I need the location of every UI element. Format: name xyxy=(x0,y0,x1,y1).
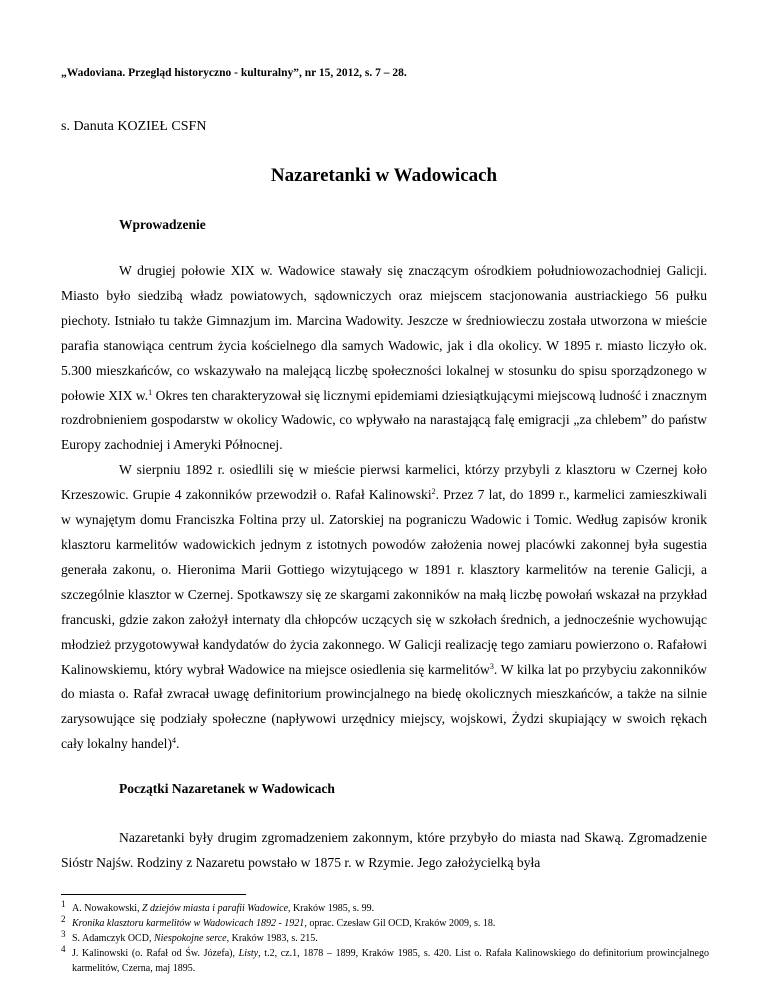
page-title: Nazaretanki w Wadowicach xyxy=(270,165,498,186)
paragraph-text: . xyxy=(175,736,180,752)
footnote-number: 1 xyxy=(61,899,66,909)
footnote-ref[interactable]: 3 xyxy=(489,661,494,671)
paragraph-text: W drugiej połowie XIX w. Wadowice stawały się znaczącym ośrodkiem południowozachodniej Galicji. Miasto było siedzibą władz powiatowych, sądowniczych oraz miejscem stacjonowania austriackiego 56 pułku piechoty. Istniało tu także Gimnazjum im. Marcina Wadowity. Jeszcze w średniowieczu została utworzona w mieście parafia stanowiąca centrum życia kościelnego dla samych Wadowic, jak i dla okolicy. W 1895 r. miasto liczyło ok. 5.300 mieszkańców, co wskazywało na malejącą liczbę społeczności lokalnej w stosunku do spisu sporządzonego w połowie XIX w. xyxy=(61,263,707,403)
footnote-title: Kronika klasztoru karmelitów w Wadowicach 1892 - 1921 xyxy=(72,918,305,929)
footnote xyxy=(61,916,709,931)
footnote-number: 3 xyxy=(61,929,66,939)
footnote-text: A. Nowakowski, xyxy=(72,903,142,914)
section-heading-beginnings: Początki Nazaretanek w Wadowicach xyxy=(119,781,335,796)
footnote xyxy=(61,901,709,916)
footnote-ref[interactable]: 2 xyxy=(431,487,436,497)
footnote-title: Niespokojne serce xyxy=(153,933,227,944)
paragraph-text: Okres ten charakteryzował się licznymi epidemiami dziesiątkującymi miejscową ludność i znacznym rozdrobnieniem gospodarstw w okolicy Wadowic, co wpływało na narastającą falę emigracji „za chlebem” do państw Europy zachodniej i Ameryki Północnej. xyxy=(61,387,707,453)
footnotes xyxy=(61,901,709,976)
footnote-text: , t.2, cz.1, 1878 – 1899, Kraków 1985, s. 420. List o. Rafała Kalinowskiego do definitorium prowincjalnego karmelitów, Czerna, maj 1895. xyxy=(72,948,709,974)
footnote-title: Z dziejów miasta i parafii Wadowice xyxy=(142,903,289,914)
footnote xyxy=(61,946,709,976)
footnote-text: J. Kalinowski (o. Rafał od Św. Józefa), xyxy=(72,948,239,959)
footnote-number: 4 xyxy=(61,944,66,954)
footnote-number: 2 xyxy=(61,914,66,924)
footnote-text: S. Adamczyk OCD, xyxy=(72,933,154,944)
footnote-ref[interactable]: 1 xyxy=(148,387,153,397)
paragraph-text: Nazaretanki były drugim zgromadzeniem zakonnym, które przybyło do miasta nad Skawą. Zgromadzenie Sióstr Najśw. Rodziny z Nazaretu powstało w 1875 r. w Rzymie. Jego założycielką była xyxy=(61,830,707,870)
footnote xyxy=(61,931,709,946)
source-citation: „Wadoviana. Przegląd historyczno - kulturalny”, nr 15, 2012, s. 7 – 28. xyxy=(61,67,407,79)
author-name: s. Danuta KOZIEŁ CSFN xyxy=(61,119,207,134)
section-body-introduction xyxy=(61,259,707,757)
paragraph-text: . Przez 7 lat, do 1899 r., karmelici zamieszkiwali w wynajętym domu Franciszka Foltina przy ul. Zatorskiej na pograniczu Wadowic i Tomic. Według zapisów kronik klasztoru karmelitów wadowickich jednym z istotnych powodów założenia nowej placówki zakonnej była sugestia generała zakonu, o. Hieronima Marii Gottiego wizytującego w 1891 r. klasztory karmelitów na terenie Galicji, a szczególnie klasztor w Czernej. Spotkawszy się ze skargami zakonników na małą liczbę powołań wskazał na przykład francuski, gdzie zakon założył internaty dla chłopców uczących się w szkołach średnich, a jednocześnie wychowując młodzież przygotowywał kandydatów do życia zakonnego. W Galicji realizację tego zamiaru powierzono o. Rafałowi Kalinowskiemu, który wybrał Wadowice na miejsce osiedlenia się karmelitów xyxy=(61,487,707,677)
footnote-text: , Kraków 1985, s. 99. xyxy=(288,903,375,914)
footnote-title: Listy xyxy=(238,948,259,959)
footnote-text: , oprac. Czesław Gil OCD, Kraków 2009, s. 18. xyxy=(304,918,496,929)
paragraph xyxy=(61,458,707,757)
paragraph xyxy=(61,259,707,458)
paragraph xyxy=(61,826,707,876)
footnote-ref[interactable]: 4 xyxy=(171,736,176,746)
paragraph-text: . W kilka lat po przybyciu zakonników do miasta o. Rafał zwracał uwagę definitorium prowincjalnego na biedę okolicznych mieszkańców, a także na silnie zarysowujące się podziały społeczne (napływowi urzędnicy miejscy, wojskowi, Żydzi skupiający w swoich rękach cały lokalny handel) xyxy=(61,661,707,752)
section-heading-introduction: Wprowadzenie xyxy=(119,217,206,232)
footnote-text: , Kraków 1983, s. 215. xyxy=(226,933,318,944)
paragraph-text: W sierpniu 1892 r. osiedlili się w mieście pierwsi karmelici, którzy przybyli z klasztoru w Czernej koło Krzeszowic. Grupie 4 zakonników przewodził o. Rafał Kalinowski xyxy=(61,462,707,503)
section-body-beginnings xyxy=(61,826,707,876)
footnote-divider xyxy=(61,894,246,895)
